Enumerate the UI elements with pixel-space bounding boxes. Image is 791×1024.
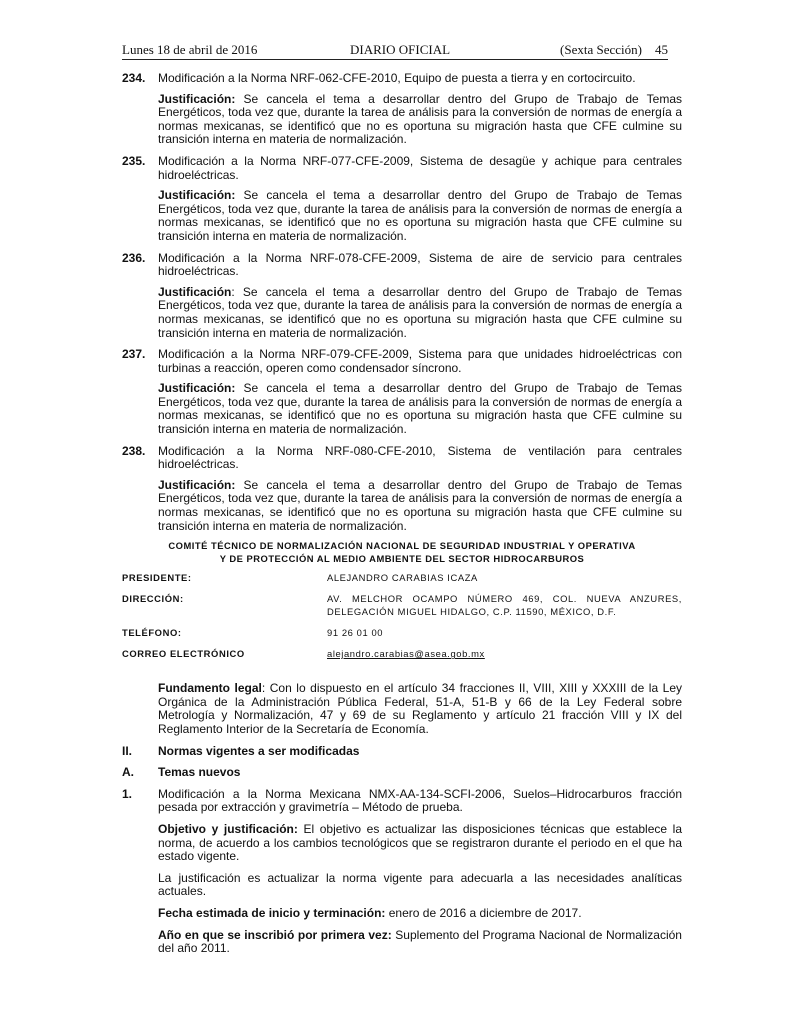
list-item (122, 72, 682, 147)
fecha-estimada (158, 907, 682, 921)
list-item (122, 252, 682, 341)
item-justification (158, 286, 682, 340)
fundamento-text: : Con lo dispuesto en el artículo 34 fracciones II, VIII, XIII y XXXIII de la Ley Orgánica de la Administración Pública Federal, 51-A, 51-B y 66 de la Ley Federal sobre Metrología y Normalización, 47 y 69 de su Reglamento y artículo 21 fracción VIII y IX del Reglamento Interior de la Secretaría de Economía. (158, 681, 683, 736)
direccion-label: DIRECCIÓN: (122, 593, 184, 605)
item-number: 236. (122, 250, 146, 265)
item-text: Modificación a la Norma NRF-080-CFE-2010, Sistema de ventilación para centrales hidroeléctricas. (158, 443, 682, 472)
objetivo-justificacion (158, 823, 682, 864)
email-link[interactable]: alejandro.carabias@asea.gob.mx (327, 648, 485, 660)
page-header (122, 42, 668, 62)
item-justification (158, 93, 682, 147)
fundamento-label: Fundamento legal (158, 681, 262, 696)
item-title (122, 348, 682, 375)
section-title: Temas nuevos (158, 765, 241, 780)
justification-label: Justificación: (158, 381, 236, 396)
item-number: 237. (122, 347, 146, 362)
justification-text: Se cancela el tema a desarrollar dentro del Grupo de Trabajo de Temas Energéticos, toda vez que, durante la tarea de análisis para la conversión de normas de energía a normas mexicanas, se identificó que no es oportuna su migración hasta que CFE culmine su transición interna en materia de normalización. (158, 188, 682, 243)
section-heading-ii (122, 745, 682, 759)
justification-label: Justificación (158, 284, 232, 299)
correo-label: CORREO ELECTRÓNICO (122, 648, 245, 660)
list-item (122, 348, 682, 437)
presidente-value: ALEJANDRO CARABIAS ICAZA (327, 572, 478, 584)
committee-info (122, 571, 682, 660)
justification-text: : Se cancela el tema a desarrollar dentro del Grupo de Trabajo de Temas Energéticos, toda vez que, durante la tarea de análisis para la conversión de normas de energía a normas mexicanas, se identificó que no es oportuna su migración hasta que CFE culmine su transición interna en materia de normalización. (158, 284, 682, 340)
info-row-direccion (122, 592, 682, 618)
item-text: Modificación a la Norma NRF-078-CFE-2009, Sistema de aire de servicio para centrales hidroeléctricas. (158, 250, 682, 279)
item-justification (158, 479, 682, 533)
fecha-label: Fecha estimada de inicio y terminación: (158, 905, 386, 920)
section-number: A. (122, 765, 134, 780)
justification-label: Justificación: (158, 477, 236, 492)
header-date: Lunes 18 de abril de 2016 (122, 42, 258, 57)
item-title (122, 445, 682, 472)
item-1-title (122, 788, 682, 815)
info-row-presidente (122, 571, 682, 584)
telefono-value: 91 26 01 00 (327, 627, 384, 639)
committee-line-2: Y DE PROTECCIÓN AL MEDIO AMBIENTE DEL SECTOR HIDROCARBUROS (219, 553, 585, 565)
item-number: 1. (122, 786, 133, 801)
item-text: Modificación a la Norma Mexicana NMX-AA-134-SCFI-2006, Suelos–Hidrocarburos fracción pesada por extracción y gravimetría – Método de prueba. (158, 786, 682, 815)
header-title: DIARIO OFICIAL (350, 42, 451, 57)
committee-heading (122, 539, 682, 565)
justificacion-text: La justificación es actualizar la norma vigente para adecuarla a las necesidades analíticas actuales. (158, 870, 682, 899)
section-title: Normas vigentes a ser modificadas (158, 743, 360, 758)
header-rule (122, 59, 668, 60)
list-item (122, 445, 682, 534)
objetivo-text: El objetivo es actualizar las disposiciones técnicas que establece la norma, de acuerdo a los cambios tecnológicos que se registraron durante el periodo en el que ha estado vigente. (158, 821, 682, 864)
info-row-telefono (122, 626, 682, 639)
section-heading-a (122, 766, 682, 780)
item-text: Modificación a la Norma NRF-079-CFE-2009, Sistema para que unidades hidroeléctricas con turbinas a reacción, operen como condensador síncrono. (158, 347, 682, 375)
item-number: 238. (122, 443, 146, 458)
justification-text: Se cancela el tema a desarrollar dentro del Grupo de Trabajo de Temas Energéticos, toda vez que, durante la tarea de análisis para la conversión de normas de energía a normas mexicanas, se identificó que no es oportuna su migración hasta que CFE culmine su transición interna en materia de normalización. (158, 381, 682, 437)
anio-inscripcion (158, 929, 682, 956)
presidente-label: PRESIDENTE: (122, 572, 192, 584)
item-title (122, 252, 682, 279)
anio-text: Suplemento del Programa Nacional de Normalización del año 2011. (158, 927, 682, 956)
document-body (122, 72, 682, 956)
justification-label: Justificación: (158, 188, 236, 203)
fundamento-legal (158, 682, 682, 736)
anio-label: Año en que se inscribió por primera vez: (158, 927, 392, 942)
item-text: Modificación a la Norma NRF-077-CFE-2009, Sistema de desagüe y achique para centrales hidroeléctricas. (158, 153, 682, 182)
item-number: 235. (122, 153, 146, 168)
justification-text: Se cancela el tema a desarrollar dentro del Grupo de Trabajo de Temas Energéticos, toda vez que, durante la tarea de análisis para la conversión de normas de energía a normas mexicanas, se identificó que no es oportuna su migración hasta que CFE culmine su transición interna en materia de normalización. (158, 91, 682, 147)
item-justification (158, 189, 682, 243)
direccion-value: AV. MELCHOR OCAMPO NÚMERO 469, COL. NUEVA ANZURES, DELEGACIÓN MIGUEL HIDALGO, C.P. 11590, MÉXICO, D.F. (327, 593, 682, 618)
list-item (122, 155, 682, 244)
info-row-correo (122, 647, 682, 660)
item-text: Modificación a la Norma NRF-062-CFE-2010, Equipo de puesta a tierra y en cortocircuito. (158, 71, 636, 85)
header-section: (Sexta Sección) (560, 42, 642, 57)
committee-line-1: COMITÉ TÉCNICO DE NORMALIZACIÓN NACIONAL DE SEGURIDAD INDUSTRIAL Y OPERATIVA (168, 540, 636, 552)
header-section-page (560, 42, 668, 58)
section-number: II. (122, 743, 133, 758)
telefono-label: TELÉFONO: (122, 627, 182, 639)
justification-label: Justificación: (158, 91, 236, 106)
header-page-number: 45 (655, 42, 668, 57)
objetivo-label: Objetivo y justificación: (158, 821, 298, 836)
item-justification (158, 382, 682, 436)
item-title (122, 155, 682, 182)
item-title (122, 72, 682, 86)
item-number: 234. (122, 71, 146, 85)
fecha-text: enero de 2016 a diciembre de 2017. (385, 905, 582, 920)
justification-text: Se cancela el tema a desarrollar dentro del Grupo de Trabajo de Temas Energéticos, toda vez que, durante la tarea de análisis para la conversión de normas de energía a normas mexicanas, se identificó que no es oportuna su migración hasta que CFE culmine su transición interna en materia de normalización. (158, 477, 682, 533)
